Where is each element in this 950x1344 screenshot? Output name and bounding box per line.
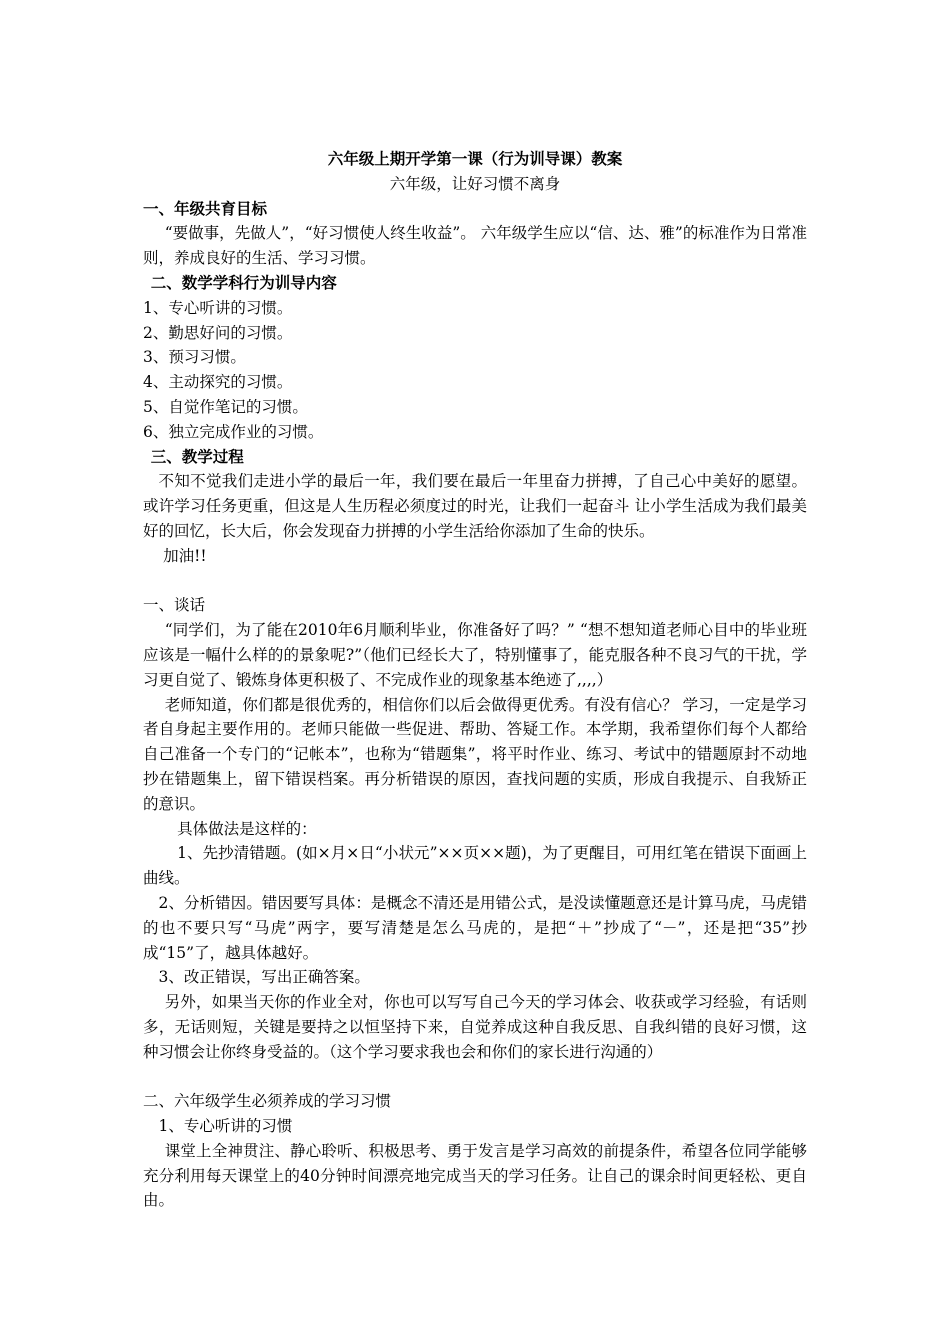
paragraph-intro: 不知不觉我们走进小学的最后一年，我们要在最后一年里奋力拼搏，了自己心中美好的愿望。或许学习任务更重，但这是人生历程必须度过的时光，让我们一起奋斗 让小学生活成为我们最美好的回忆，长大后，你会发现奋力拼搏的小学生活给你添加了生命的快乐。 bbox=[143, 472, 807, 540]
paragraph-listening: 课堂上全神贯注、静心聆听、积极思考、勇于发言是学习高效的前提条件，希望各位同学能够充分利用每天课堂上的40分钟时间漂亮地完成当天的学习任务。让自己的课余时间更轻松、更自由。 bbox=[143, 1141, 807, 1210]
paragraph-step-3: 3、改正错误，写出正确答案。 bbox=[158, 968, 370, 987]
paragraph-method-intro: 具体做法是这样的： bbox=[177, 819, 317, 838]
paragraph-step-2: 2、分析错因。错因要写具体：是概念不清还是用错公式，是没读懂题意还是计算马虎，马虎错的也不要只写“马虎”两字，要写清楚是怎么马虎的，是把“＋”抄成了“－”，还是把“35”抄成“15”了，越具体越好。 bbox=[143, 893, 807, 962]
list-item: 2、勤思好问的习惯。 bbox=[143, 323, 293, 342]
subsection-item-heading: 1、专心听讲的习惯 bbox=[158, 1117, 293, 1136]
paragraph-talk-1: “同学们，为了能在2010年6月顺利毕业，你准备好了吗？” “想不想知道老师心目中的毕业班应该是一幅什么样的的景象呢?”（他们已经长大了，特别懂事了，能克服各种不良习气的干扰，学习更自觉了、锻炼身体更积极了、不完成作业的现象基本绝迹了,,,,） bbox=[143, 621, 807, 689]
document-subtitle: 六年级，让好习惯不离身 bbox=[389, 174, 561, 193]
list-item: 6、独立完成作业的习惯。 bbox=[143, 422, 324, 441]
paragraph-step-1: 1、先抄清错题。(如×月×日“小状元”××页××题)，为了更醒目，可用红笔在错误下面画上曲线。 bbox=[143, 844, 807, 888]
paragraph-cheer: 加油!! bbox=[163, 546, 207, 565]
section-heading-goals: 一、年级共育目标 bbox=[143, 198, 268, 218]
subsection-heading-habits: 二、六年级学生必须养成的学习习惯 bbox=[143, 1092, 392, 1111]
list-item: 5、自觉作笔记的习惯。 bbox=[143, 397, 308, 416]
section-heading-process: 三、教学过程 bbox=[150, 446, 244, 466]
section-heading-habits: 二、数学学科行为训导内容 bbox=[150, 272, 337, 292]
paragraph-talk-2: 老师知道，你们都是很优秀的，相信你们以后会做得更优秀。有没有信心？ 学习，一定是学习者自身起主要作用的。老师只能做一些促进、帮助、答疑工作。本学期，我希望你们每个人都给自己准备一个专门的“记帐本”，也称为“错题集”，将平时作业、练习、考试中的错题原封不动地抄在错题集上，留下错误档案。再分析错误的原因，查找问题的实质，形成自我提示、自我矫正的意识。 bbox=[143, 695, 807, 813]
subsection-heading-talk: 一、谈话 bbox=[143, 596, 206, 615]
list-item: 4、主动探究的习惯。 bbox=[143, 373, 293, 392]
paragraph-goals: “要做事，先做人”，“好习惯使人终生收益”。 六年级学生应以“信、达、雅”的标准作为日常准则，养成良好的生活、学习习惯。 bbox=[143, 224, 807, 268]
list-item: 1、专心听讲的习惯。 bbox=[143, 298, 293, 317]
document-title: 六年级上期开学第一课（行为训导课）教案 bbox=[327, 149, 623, 168]
document-body bbox=[143, 147, 807, 1213]
list-item: 3、预习习惯。 bbox=[143, 348, 246, 367]
paragraph-extra: 另外，如果当天你的作业全对，你也可以写写自己今天的学习体会、收获或学习经验，有话则多，无话则短，关键是要持之以恒坚持下来，自觉养成这种自我反思、自我纠错的良好习惯，这种习惯会让你终身受益的。（这个学习要求我也会和你们的家长进行沟通的） bbox=[143, 993, 807, 1061]
